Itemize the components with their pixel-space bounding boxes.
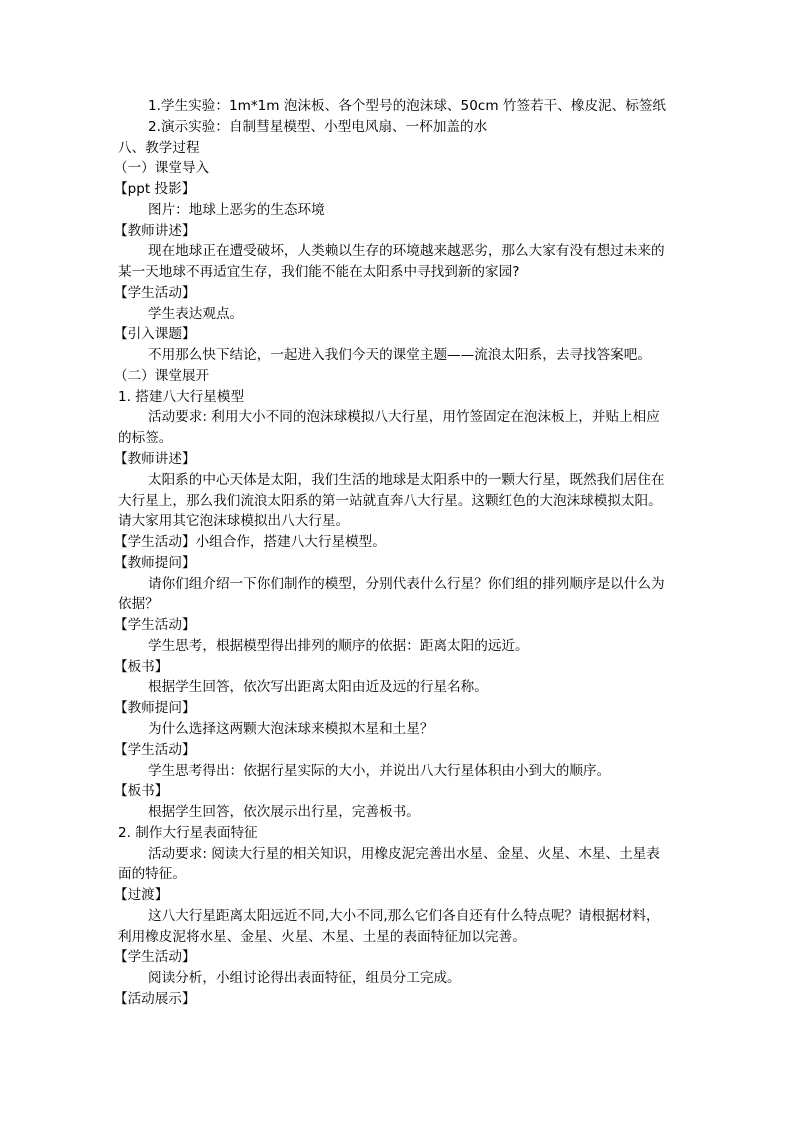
a1-teacher-question-line1: 请你们组介绍一下你们制作的模型，分别代表什么行星？你们组的排列顺序是以什么为	[148, 575, 665, 592]
a1-teacher-question2-text: 为什么选择这两颗大泡沫球来模拟木星和土星？	[148, 720, 434, 737]
a1-student-activity-text: 小组合作，搭建八大行星模型。	[195, 534, 386, 551]
a2-student-activity-text: 阅读分析，小组讨论得出表面特征，组员分工完成。	[148, 970, 461, 987]
a1-teacher-narration-label: 【教师讲述】	[114, 451, 196, 468]
ppt-text: 图片：地球上恶劣的生态环境	[148, 201, 325, 218]
part2-heading: （二）课堂展开	[114, 367, 210, 384]
activity1-requirement-line2: 的标签。	[118, 430, 173, 447]
document-page	[114, 96, 667, 1010]
ppt-label: 【ppt 投影】	[114, 181, 196, 198]
materials-student-experiment: 1.学生实验：1m*1m 泡沫板、各个型号的泡沫球、50cm 竹签若干、橡皮泥、标签纸	[148, 98, 667, 114]
activity1-title: 1. 搭建八大行星模型	[118, 388, 245, 405]
a1-teacher-narration-line2: 大行星上，那么我们流浪太阳系的第一站就直奔八大行星。这颗红色的大泡沫球模拟太阳。	[118, 492, 662, 509]
a1-student-activity-label: 【学生活动】	[114, 534, 196, 551]
a1-teacher-question-label: 【教师提问】	[114, 554, 196, 571]
a2-showcase-label: 【活动展示】	[114, 990, 196, 1007]
a1-teacher-narration-line3: 请大家用其它泡沫球模拟出八大行星。	[118, 513, 350, 530]
a1-student-activity-inline	[114, 532, 664, 553]
a1-blackboard2-text: 根据学生回答，依次展示出行星，完善板书。	[148, 804, 420, 821]
teacher-narration-label: 【教师讲述】	[114, 222, 196, 239]
a1-student-activity2-label: 【学生活动】	[114, 617, 196, 634]
activity1-requirement-line1: 活动要求: 利用大小不同的泡沫球模拟八大行星，用竹签固定在泡沫板上，并贴上相应	[148, 409, 660, 426]
a2-transition-label: 【过渡】	[114, 887, 169, 904]
a1-student-activity2-text: 学生思考，根据模型得出排列的顺序的依据：距离太阳的远近。	[148, 637, 529, 654]
intro-topic-text: 不用那么快下结论，一起进入我们今天的课堂主题——流浪太阳系，去寻找答案吧。	[148, 347, 651, 364]
a1-blackboard-text: 根据学生回答，依次写出距离太阳由近及远的行星名称。	[148, 679, 488, 696]
a1-teacher-question2-label: 【教师提问】	[114, 700, 196, 717]
section-heading: 八、教学过程	[118, 139, 200, 156]
teacher-narration-line2: 某一天地球不再适宜生存，我们能不能在太阳系中寻找到新的家园?	[118, 264, 520, 281]
a2-transition-line1: 这八大行星距离太阳远近不同,大小不同,那么它们各自还有什么特点呢？请根据材料，	[148, 907, 660, 924]
teacher-narration-line1: 现在地球正在遭受破坏，人类赖以生存的环境越来越恶劣，那么大家有没有想过未来的	[148, 243, 665, 260]
a1-blackboard2-label: 【板书】	[114, 783, 169, 800]
a2-student-activity-label: 【学生活动】	[114, 949, 196, 966]
materials-demo-experiment: 2.演示实验：自制彗星模型、小型电风扇、一杯加盖的水	[148, 118, 488, 135]
a1-student-activity3-label: 【学生活动】	[114, 741, 196, 758]
activity2-requirement-line2: 面的特征。	[118, 866, 186, 883]
a1-blackboard-label: 【板书】	[114, 658, 169, 675]
a2-transition-line2: 利用橡皮泥将水星、金星、火星、木星、土星的表面特征加以完善。	[118, 928, 526, 945]
activity2-title: 2. 制作大行星表面特征	[118, 824, 258, 841]
a1-student-activity3-text: 学生思考得出：依据行星实际的大小，并说出八大行星体积由小到大的顺序。	[148, 762, 611, 779]
intro-topic-label: 【引入课题】	[114, 326, 196, 343]
activity2-requirement-line1: 活动要求: 阅读大行星的相关知识，用橡皮泥完善出水星、金星、火星、木星、土星表	[148, 845, 660, 862]
a1-teacher-question-line2: 依据？	[118, 596, 159, 613]
student-activity-label: 【学生活动】	[114, 284, 196, 301]
a1-teacher-narration-line1: 太阳系的中心天体是太阳，我们生活的地球是太阳系中的一颗大行星，既然我们居住在	[148, 471, 665, 488]
part1-heading: （一）课堂导入	[114, 160, 210, 177]
student-activity-text: 学生表达观点。	[148, 305, 244, 322]
